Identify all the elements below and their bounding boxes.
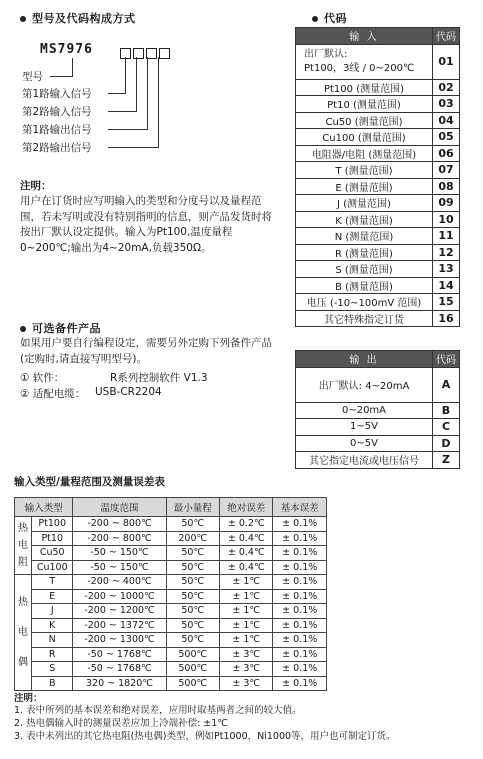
section-model-title: 型号及代码构成方式 xyxy=(20,10,136,26)
model-code: MS7976 xyxy=(40,42,93,57)
input-desc: Pt10 (测量范围) xyxy=(296,96,433,113)
spare-text: 如果用户要自行编程设定，需要另外定购下列备件产品(定购时,请直接写明型号)。 xyxy=(20,337,272,365)
error-table-cell: ± 0.1% xyxy=(273,589,327,604)
error-table-row xyxy=(15,618,327,633)
input-code-row xyxy=(296,79,460,96)
error-table-cell: Pt10 xyxy=(32,531,73,546)
model-label: 第2路输入信号 xyxy=(22,106,92,118)
error-table-cell: ± 0.1% xyxy=(273,676,327,691)
input-code: 15 xyxy=(433,294,460,311)
output-header: 输 出 xyxy=(296,351,433,368)
error-table-cell: -200 ~ 400℃ xyxy=(73,575,166,590)
error-table-header: 绝对误差 xyxy=(220,498,273,517)
connector-line xyxy=(72,58,73,76)
input-code: 07 xyxy=(433,162,460,179)
input-desc: 出厂默认: Pt100，3线 / 0~200℃ xyxy=(296,44,433,79)
error-table-cell: -50 ~ 1768℃ xyxy=(73,647,166,662)
input-code-row xyxy=(296,277,460,294)
error-table-cell: -50 ~ 150℃ xyxy=(73,546,166,561)
error-table-cell: ± 0.1% xyxy=(273,517,327,532)
error-table-row xyxy=(15,633,327,648)
output-desc: 0~5V xyxy=(296,435,433,452)
input-header: 输 入 xyxy=(296,28,433,45)
output-desc: 1~5V xyxy=(296,419,433,436)
bullet-icon xyxy=(312,16,318,22)
output-desc: 出厂默认: 4~20mA xyxy=(296,367,433,402)
connector-line xyxy=(108,129,148,130)
input-code-row xyxy=(296,195,460,212)
error-table-cell: ± 0.1% xyxy=(273,647,327,662)
error-table-cell: -200 ~ 800℃ xyxy=(73,531,166,546)
error-table-cell: ± 0.1% xyxy=(273,633,327,648)
error-table-cell: ± 0.1% xyxy=(273,531,327,546)
output-code-row xyxy=(296,419,460,436)
error-table-row xyxy=(15,662,327,677)
error-table-cell: 320 ~ 1820℃ xyxy=(73,676,166,691)
error-table-cell: N xyxy=(32,633,73,648)
input-code: 09 xyxy=(433,195,460,212)
error-table-cell: ± 1℃ xyxy=(220,604,273,619)
error-table-title: 输入类型/量程范围及测量误差表 xyxy=(14,476,165,488)
input-code-row xyxy=(296,178,460,195)
output-desc: 0~20mA xyxy=(296,402,433,419)
error-table-cell: ± 1℃ xyxy=(220,589,273,604)
error-table-cell: ± 0.2℃ xyxy=(220,517,273,532)
input-code-row xyxy=(296,294,460,311)
model-label: 型号 xyxy=(22,71,43,83)
input-code: 06 xyxy=(433,145,460,162)
error-table-cell: ± 3℃ xyxy=(220,647,273,662)
error-table-cell: ± 0.4℃ xyxy=(220,560,273,575)
error-table-cell: 50℃ xyxy=(166,589,219,604)
input-code-row xyxy=(296,145,460,162)
error-table-cell: ± 3℃ xyxy=(220,676,273,691)
footnotes xyxy=(14,704,474,743)
input-code: 16 xyxy=(433,310,460,327)
input-code: 10 xyxy=(433,211,460,228)
note-text: 用户在订货时应写明输入的类型和分度号以及量程范围，若未写明或没有特别指明的信息，则产品发货时将按出厂默认设定提供。输入为Pt100,温度量程 0~200℃;输出为4~20mA,负载350Ω。 xyxy=(20,195,272,254)
code-box-icon xyxy=(159,48,170,59)
input-desc: Cu50 (测量范围) xyxy=(296,112,433,129)
input-desc: 电压 (-10~100mV 范围) xyxy=(296,294,433,311)
error-table-cell: 50℃ xyxy=(166,618,219,633)
error-table-cell: Pt100 xyxy=(32,517,73,532)
input-code: 14 xyxy=(433,277,460,294)
error-table-row xyxy=(15,676,327,691)
output-code: A xyxy=(433,367,460,402)
error-table-cell: Cu50 xyxy=(32,546,73,561)
error-table-row xyxy=(15,546,327,561)
input-code: 12 xyxy=(433,244,460,261)
error-table-cell: 50℃ xyxy=(166,517,219,532)
input-desc: K (测量范围) xyxy=(296,211,433,228)
error-table-cell: ± 0.4℃ xyxy=(220,531,273,546)
input-code: 02 xyxy=(433,79,460,96)
input-desc: S (测量范围) xyxy=(296,261,433,278)
input-desc: N (测量范围) xyxy=(296,228,433,245)
error-table-header: 最小量程 xyxy=(166,498,219,517)
code-header: 代码 xyxy=(433,28,460,45)
error-table-cell: -200 ~ 1300℃ xyxy=(73,633,166,648)
output-code: B xyxy=(433,402,460,419)
error-table-cell: ± 3℃ xyxy=(220,662,273,677)
error-table-cell: ± 0.1% xyxy=(273,662,327,677)
note-title: 注明： xyxy=(20,180,52,192)
output-code-row xyxy=(296,452,460,469)
input-code: 11 xyxy=(433,228,460,245)
connector-line xyxy=(108,93,126,94)
section-spare-title: 可选备件产品 xyxy=(20,320,101,336)
error-table-cell: 50℃ xyxy=(166,575,219,590)
error-table-cell: 500℃ xyxy=(166,662,219,677)
input-code-row xyxy=(296,129,460,146)
error-table-cell: ± 1℃ xyxy=(220,618,273,633)
error-table-header: 基本误差 xyxy=(273,498,327,517)
input-code-row xyxy=(296,96,460,113)
error-table-cell: ± 1℃ xyxy=(220,633,273,648)
spare-item-label: ② 适配电缆： xyxy=(20,388,86,400)
error-table-cell: 50℃ xyxy=(166,633,219,648)
input-desc: Pt100 (测量范围) xyxy=(296,79,433,96)
error-table-cell: 50℃ xyxy=(166,546,219,561)
input-code-table xyxy=(295,27,460,327)
connector-line xyxy=(50,76,73,77)
error-table-row xyxy=(15,531,327,546)
input-desc: B (测量范围) xyxy=(296,277,433,294)
error-table-cell: T xyxy=(32,575,73,590)
output-code-row xyxy=(296,367,460,402)
model-label: 第2路输出信号 xyxy=(22,142,92,154)
spare-item-label: ① 软件： xyxy=(20,372,65,384)
error-table-row xyxy=(15,517,327,532)
error-table-cell: 50℃ xyxy=(166,604,219,619)
input-desc: T (测量范围) xyxy=(296,162,433,179)
error-table-cell: 50℃ xyxy=(166,560,219,575)
model-code-boxes xyxy=(120,44,172,63)
error-table-row xyxy=(15,647,327,662)
error-table-cell: -50 ~ 1768℃ xyxy=(73,662,166,677)
input-code: 04 xyxy=(433,112,460,129)
connector-line xyxy=(158,57,159,147)
model-label: 第1路输出信号 xyxy=(22,124,92,136)
error-table-cell: ± 0.1% xyxy=(273,604,327,619)
error-table-cell: ± 0.4℃ xyxy=(220,546,273,561)
error-table-row xyxy=(15,589,327,604)
group-label xyxy=(15,575,32,691)
connector-line xyxy=(147,57,148,129)
connector-line xyxy=(108,147,159,148)
error-table-cell: J xyxy=(32,604,73,619)
output-code-row xyxy=(296,435,460,452)
input-desc: J (测量范围) xyxy=(296,195,433,212)
error-table-cell: -200 ~ 1200℃ xyxy=(73,604,166,619)
code-box-icon xyxy=(133,48,144,59)
error-table-cell: 500℃ xyxy=(166,676,219,691)
output-code: C xyxy=(433,419,460,436)
output-code: D xyxy=(433,435,460,452)
error-table-header: 输入类型 xyxy=(15,498,73,517)
error-table-cell: 200℃ xyxy=(166,531,219,546)
input-desc: E (测量范围) xyxy=(296,178,433,195)
error-table-cell: -200 ~ 800℃ xyxy=(73,517,166,532)
footnote-line: 1. 表中所列的基本误差和绝对误差，应用时取基两者之间的较大值。 xyxy=(14,705,302,716)
code-header: 代码 xyxy=(433,351,460,368)
section-code-title: 代码 xyxy=(312,10,347,26)
error-table-cell: S xyxy=(32,662,73,677)
error-table-cell: -200 ~ 1372℃ xyxy=(73,618,166,633)
error-table-cell: ± 0.1% xyxy=(273,575,327,590)
input-code: 03 xyxy=(433,96,460,113)
input-code-row xyxy=(296,162,460,179)
error-table-cell: Cu100 xyxy=(32,560,73,575)
input-desc: 其它特殊指定订货 xyxy=(296,310,433,327)
error-table-cell: R xyxy=(32,647,73,662)
input-code-row xyxy=(296,112,460,129)
model-label: 第1路输入信号 xyxy=(22,88,92,100)
input-code-row xyxy=(296,261,460,278)
input-code-row xyxy=(296,244,460,261)
error-table-cell: -50 ~ 150℃ xyxy=(73,560,166,575)
input-code: 13 xyxy=(433,261,460,278)
input-code: 05 xyxy=(433,129,460,146)
connector-line xyxy=(125,57,126,93)
error-table-cell: ± 0.1% xyxy=(273,618,327,633)
group-label-text: 热电阻 xyxy=(18,523,28,568)
footnote-line: 3. 表中未列出的其它热电阻(热电偶)类型，例如Pt1000，Ni1000等，用户也可制定订货。 xyxy=(14,731,396,742)
group-label xyxy=(15,517,32,575)
error-table xyxy=(14,497,327,691)
error-table-cell: ± 1℃ xyxy=(220,575,273,590)
input-code: 01 xyxy=(433,44,460,79)
error-table-cell: K xyxy=(32,618,73,633)
error-table-row xyxy=(15,560,327,575)
output-code: Z xyxy=(433,452,460,469)
footnote-line: 2. 热电偶输入时的测量误差应加上冷端补偿: ±1℃ xyxy=(14,718,228,729)
spare-item-value: R系列控制软件 V1.3 xyxy=(110,372,208,384)
input-desc: 电阻器/电阻 (测量范围) xyxy=(296,145,433,162)
connector-line xyxy=(108,111,137,112)
input-code-row xyxy=(296,211,460,228)
error-table-cell: ± 0.1% xyxy=(273,560,327,575)
output-code-table xyxy=(295,350,460,469)
error-table-row xyxy=(15,604,327,619)
connector-line xyxy=(136,57,137,111)
input-code-row xyxy=(296,310,460,327)
input-code-row xyxy=(296,44,460,79)
group-label-text: 热电偶 xyxy=(18,596,28,668)
footnote-title: 注明： xyxy=(14,693,43,704)
output-code-row xyxy=(296,402,460,419)
bullet-icon xyxy=(20,16,26,22)
output-desc: 其它指定电流或电压信号 xyxy=(296,452,433,469)
input-desc: R (测量范围) xyxy=(296,244,433,261)
error-table-cell: E xyxy=(32,589,73,604)
error-table-cell: B xyxy=(32,676,73,691)
input-code: 08 xyxy=(433,178,460,195)
error-table-cell: 500℃ xyxy=(166,647,219,662)
error-table-cell: -200 ~ 1000℃ xyxy=(73,589,166,604)
error-table-cell: ± 0.1% xyxy=(273,546,327,561)
error-table-header: 温度范围 xyxy=(73,498,166,517)
bullet-icon xyxy=(20,326,26,332)
input-code-row xyxy=(296,228,460,245)
input-desc: Cu100 (测量范围) xyxy=(296,129,433,146)
error-table-row xyxy=(15,575,327,590)
spare-item-value: USB-CR2204 xyxy=(95,386,162,398)
